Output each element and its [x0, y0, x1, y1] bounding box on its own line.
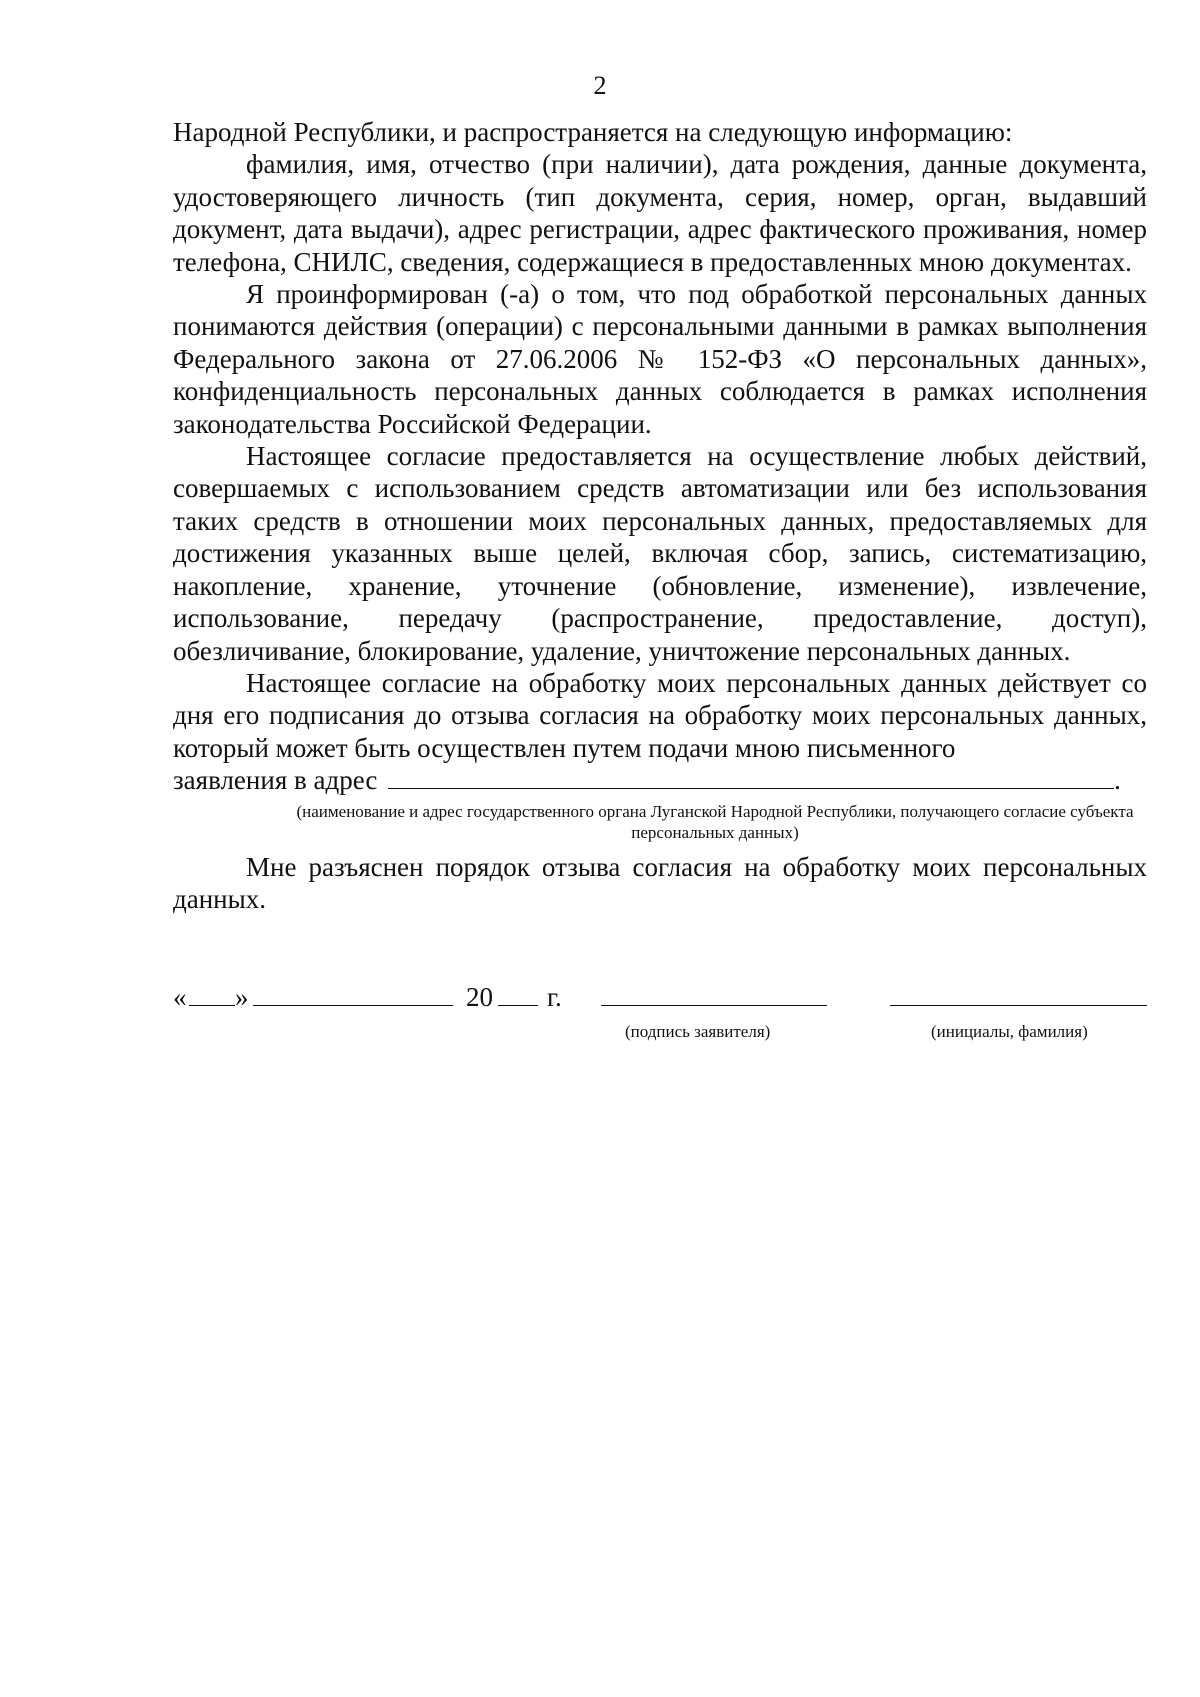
date-open-quote: «	[173, 982, 187, 1012]
day-blank-field[interactable]	[189, 981, 235, 1006]
name-caption: (инициалы, фамилия)	[931, 1022, 1088, 1041]
year-suffix: г.	[547, 982, 562, 1012]
signature-caption: (подпись заявителя)	[625, 1022, 771, 1041]
document-body	[173, 116, 1147, 915]
address-line-row	[173, 764, 1147, 796]
month-blank-field[interactable]	[253, 981, 453, 1006]
address-blank-field[interactable]	[388, 764, 1114, 789]
paragraph-data-list: фамилия, имя, отчество (при наличии), дата рождения, данные документа, удостоверяющего личность (тип документа, серия, номер, орган, выдавший документ, дата выдачи), адрес регистрации, адрес фактического проживания, номер телефона, СНИЛС, сведения, содержащиеся в предоставленных мною документах.	[173, 149, 1147, 277]
name-blank-field[interactable]	[890, 981, 1147, 1006]
page-number: 2	[593, 71, 607, 100]
signature-blank-field[interactable]	[601, 981, 827, 1006]
paragraph-informed: Я проинформирован (-а) о том, что под обработкой персональных данных понимаются действия (операции) с персональными данными в рамках выполнения Федерального закона от 27.06.2006 № 152-ФЗ «О персональных данных», конфиденциальность персональных данных соблюдается в рамках исполнения законодательства Российской Федерации.	[173, 279, 1147, 439]
paragraph-consent-scope: Настоящее согласие предоставляется на осуществление любых действий, совершаемых с использованием средств автоматизации или без использования таких средств в отношении моих персональных данных, предоставляемых для достижения указанных выше целей, включая сбор, запись, систематизацию, накопление, хранение, уточнение (обновление, изменение), извлечение, использование, передачу (распространение, предоставление, доступ), обезличивание, блокирование, удаление, уничтожение персональных данных.	[173, 441, 1147, 666]
address-prefix: заявления в адрес	[173, 765, 378, 796]
year-prefix: 20	[466, 982, 493, 1012]
signature-row	[173, 981, 1147, 1021]
paragraph-withdrawal: Мне разъяснен порядок отзыва согласия на обработку моих персональных данных.	[173, 851, 1147, 914]
address-caption: (наименование и адрес государственного органа Луганской Народной Республики, получающего согласие субъекта персональных данных)	[296, 801, 1134, 842]
address-suffix: .	[1114, 765, 1121, 796]
paragraph-consent-validity: Настоящее согласие на обработку моих персональных данных действует со дня его подписания до отзыва согласия на обработку моих персональных данных, который может быть осуществлен путем подачи мною письменного	[173, 667, 1147, 763]
date-close-quote: »	[235, 982, 249, 1012]
paragraph-continuation: Народной Республики, и распространяется на следующую информацию:	[173, 117, 1013, 147]
year-blank-field[interactable]	[498, 981, 538, 1006]
